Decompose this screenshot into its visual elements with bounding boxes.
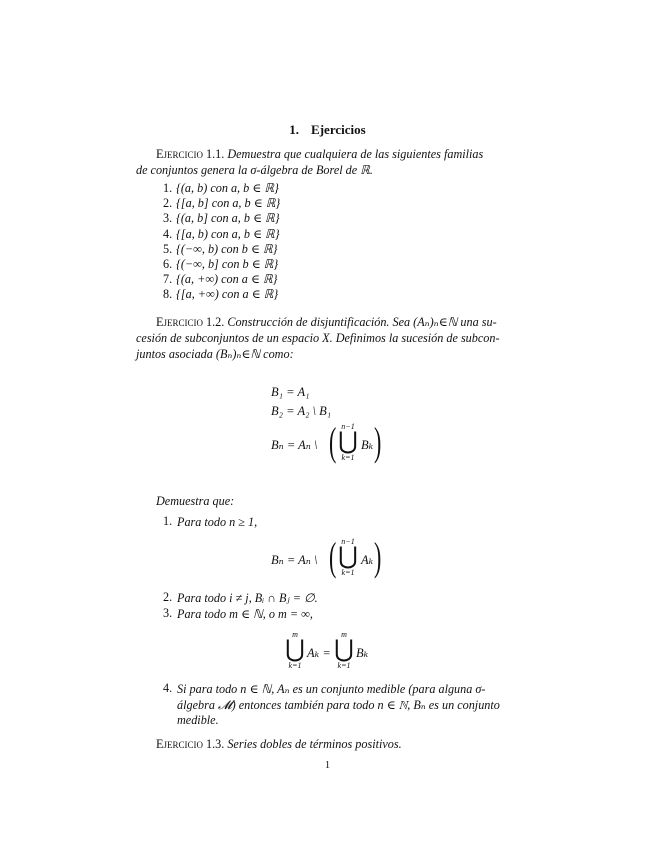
ex2-line2: cesión de subconjuntos de un espacio X. Definimos la sucesión de subcon- [136, 331, 500, 345]
right-paren: ) [374, 534, 382, 579]
union-upper-limit: m [341, 630, 347, 639]
claim4-line3: medible. [177, 713, 219, 727]
section-title [0, 122, 655, 138]
union-operator [337, 422, 359, 462]
claim4-number: 4. [163, 681, 173, 695]
list-item: 5. {(−∞, b) con b ∈ ℝ} [163, 241, 278, 256]
union-symbol: ⋃ [334, 637, 354, 663]
claim4-line1: Si para todo n ∈ ℕ, Aₙ es un conjunto medible (para alguna σ- [177, 682, 486, 696]
claim2-number: 2. [163, 590, 173, 604]
claim3-eq-left: Aₖ = [307, 646, 331, 660]
page-number: 1 [324, 760, 331, 771]
union-operator [337, 537, 359, 577]
eq-b2: B₂ = A₂ \ B₁ [271, 404, 332, 418]
ex1-statement-line2: de conjuntos genera la σ-álgebra de Borel de ℝ. [136, 163, 373, 177]
claim1-number: 1. [163, 514, 173, 528]
ex3-statement: Series dobles de términos positivos. [227, 737, 402, 751]
demuestra-que: Demuestra que: [156, 494, 235, 508]
claim1-eq-inner: Aₖ [361, 553, 374, 567]
ex1-list [163, 181, 280, 303]
section-number: 1. [289, 122, 300, 137]
section-heading: Ejercicios [311, 122, 366, 137]
left-paren: ( [329, 419, 337, 464]
claim1-text: Para todo n ≥ 1, [177, 515, 258, 529]
claim4-line2: álgebra 𝓜) entonces también para todo n ∈ ℕ, Bₙ es un conjunto [177, 698, 500, 712]
union-lower-limit: k=1 [288, 661, 302, 670]
claim3-text: Para todo m ∈ ℕ, o m = ∞, [177, 607, 313, 621]
right-paren: ) [374, 419, 382, 464]
union-lower-limit: k=1 [341, 453, 355, 462]
union-symbol: ⋃ [338, 544, 358, 570]
union-operator [333, 630, 355, 670]
union-symbol: ⋃ [338, 429, 358, 455]
list-item: 4. {[a, b) con a, b ∈ ℝ} [163, 226, 280, 241]
eq-bn-lhs: Bₙ = Aₙ \ [271, 438, 318, 452]
claim3-eq-right: Bₖ [356, 646, 369, 660]
list-item: 3. {(a, b] con a, b ∈ ℝ} [163, 211, 280, 226]
union-upper-limit: n−1 [341, 537, 355, 546]
ex3-line [156, 736, 402, 752]
ex2-line3: juntos asociada (Bₙ)ₙ∈ℕ como: [136, 347, 294, 361]
eq-bn-inner: Bₖ [361, 438, 374, 452]
list-item: 6. {(−∞, b] con b ∈ ℝ} [163, 257, 279, 272]
ex2-first-line [156, 314, 497, 330]
union-operator [284, 630, 306, 670]
union-upper-limit: n−1 [341, 422, 355, 431]
eq-b1: B₁ = A₁ [271, 385, 310, 399]
ex2-label: Ejercicio 1.2. [156, 315, 225, 329]
ex2-line1: Construcción de disjuntificación. Sea (Aₙ)ₙ∈ℕ una su- [227, 315, 497, 329]
claim1-eq-lhs: Bₙ = Aₙ \ [271, 553, 318, 567]
claim2-text: Para todo i ≠ j, Bᵢ ∩ Bⱼ = ∅. [177, 591, 318, 605]
claim3-number: 3. [163, 606, 173, 620]
ex1-statement-line1: Demuestra que cualquiera de las siguientes familias [227, 147, 484, 161]
list-item: 1. {(a, b) con a, b ∈ ℝ} [163, 181, 279, 195]
left-paren: ( [329, 534, 337, 579]
union-lower-limit: k=1 [337, 661, 351, 670]
ex3-label: Ejercicio 1.3. [156, 737, 225, 751]
list-item: 2. {[a, b] con a, b ∈ ℝ} [163, 196, 281, 211]
list-item: 7. {(a, +∞) con a ∈ ℝ} [163, 272, 278, 287]
ex1-label: Ejercicio 1.1. [156, 147, 225, 161]
ex1-first-line [156, 146, 483, 162]
list-item: 8. {[a, +∞) con a ∈ ℝ} [163, 287, 279, 302]
union-lower-limit: k=1 [341, 568, 355, 577]
union-upper-limit: m [292, 630, 298, 639]
union-symbol: ⋃ [285, 637, 305, 663]
